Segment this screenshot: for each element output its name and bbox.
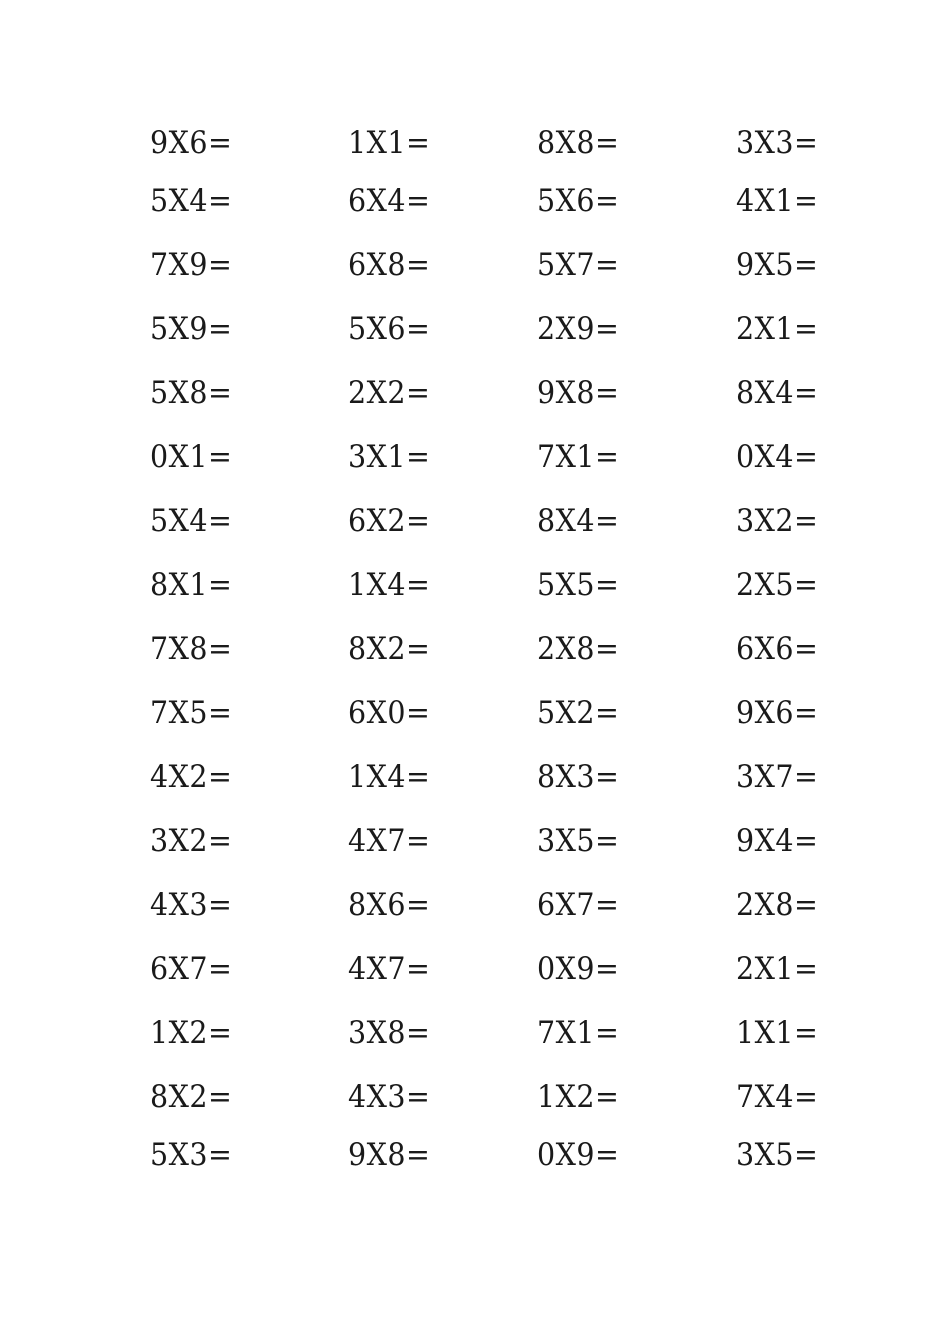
problem: 9X6= (736, 695, 819, 731)
problem: 1X4= (348, 759, 431, 795)
problem-row (150, 1075, 850, 1133)
problem: 3X5= (537, 823, 620, 859)
problem: 9X4= (736, 823, 819, 859)
problem: 4X1= (736, 183, 819, 219)
problem: 7X1= (537, 439, 620, 475)
problem-row (150, 499, 850, 563)
problem: 5X2= (537, 695, 620, 731)
problem-row (150, 691, 850, 755)
problem-row (150, 371, 850, 435)
problem: 5X6= (537, 183, 620, 219)
problem: 7X8= (150, 631, 233, 667)
problem-row (150, 563, 850, 627)
problem: 6X7= (150, 951, 233, 987)
problem: 9X5= (736, 247, 819, 283)
problem: 3X2= (150, 823, 233, 859)
problem-row (150, 755, 850, 819)
problem: 5X7= (537, 247, 620, 283)
multiplication-worksheet (150, 121, 850, 1197)
problem: 7X9= (150, 247, 233, 283)
problem: 6X6= (736, 631, 819, 667)
problem: 2X1= (736, 311, 819, 347)
problem: 8X1= (150, 567, 233, 603)
problem: 5X4= (150, 503, 233, 539)
problem-row (150, 435, 850, 499)
problem-row (150, 883, 850, 947)
problem: 2X9= (537, 311, 620, 347)
problem: 5X6= (348, 311, 431, 347)
problem: 1X2= (537, 1079, 620, 1115)
problem: 3X2= (736, 503, 819, 539)
problem: 1X1= (736, 1015, 819, 1051)
problem: 5X3= (150, 1137, 233, 1173)
problem: 8X2= (348, 631, 431, 667)
problem: 0X1= (150, 439, 233, 475)
problem-row (150, 1011, 850, 1075)
problem: 8X4= (736, 375, 819, 411)
problem: 4X7= (348, 951, 431, 987)
problem: 7X4= (736, 1079, 819, 1115)
problem: 3X3= (736, 125, 819, 161)
problem: 4X7= (348, 823, 431, 859)
problem: 4X2= (150, 759, 233, 795)
problem: 5X9= (150, 311, 233, 347)
problem: 8X2= (150, 1079, 233, 1115)
problem: 7X1= (537, 1015, 620, 1051)
problem: 3X5= (736, 1137, 819, 1173)
problem: 6X8= (348, 247, 431, 283)
problem: 6X0= (348, 695, 431, 731)
problem-row (150, 627, 850, 691)
problem: 3X1= (348, 439, 431, 475)
problem-row (150, 179, 850, 243)
problem: 9X6= (150, 125, 233, 161)
problem: 1X1= (348, 125, 431, 161)
problem-row (150, 307, 850, 371)
problem: 8X8= (537, 125, 620, 161)
problem: 2X1= (736, 951, 819, 987)
problem-row (150, 947, 850, 1011)
problem: 2X5= (736, 567, 819, 603)
problem: 6X4= (348, 183, 431, 219)
problem-row (150, 1133, 850, 1197)
problem: 0X4= (736, 439, 819, 475)
problem: 3X7= (736, 759, 819, 795)
problem: 5X8= (150, 375, 233, 411)
problem: 5X5= (537, 567, 620, 603)
problem: 5X4= (150, 183, 233, 219)
problem: 4X3= (348, 1079, 431, 1115)
problem: 8X3= (537, 759, 620, 795)
problem-row (150, 243, 850, 307)
problem-row (150, 819, 850, 883)
problem: 0X9= (537, 951, 620, 987)
problem: 2X8= (736, 887, 819, 923)
problem: 6X2= (348, 503, 431, 539)
problem: 9X8= (537, 375, 620, 411)
problem-row (150, 121, 850, 179)
problem: 8X6= (348, 887, 431, 923)
problem: 8X4= (537, 503, 620, 539)
problem: 3X8= (348, 1015, 431, 1051)
problem: 0X9= (537, 1137, 620, 1173)
problem: 2X2= (348, 375, 431, 411)
problem: 9X8= (348, 1137, 431, 1173)
problem: 2X8= (537, 631, 620, 667)
problem: 6X7= (537, 887, 620, 923)
problem: 1X4= (348, 567, 431, 603)
problem: 1X2= (150, 1015, 233, 1051)
problem: 7X5= (150, 695, 233, 731)
problem: 4X3= (150, 887, 233, 923)
